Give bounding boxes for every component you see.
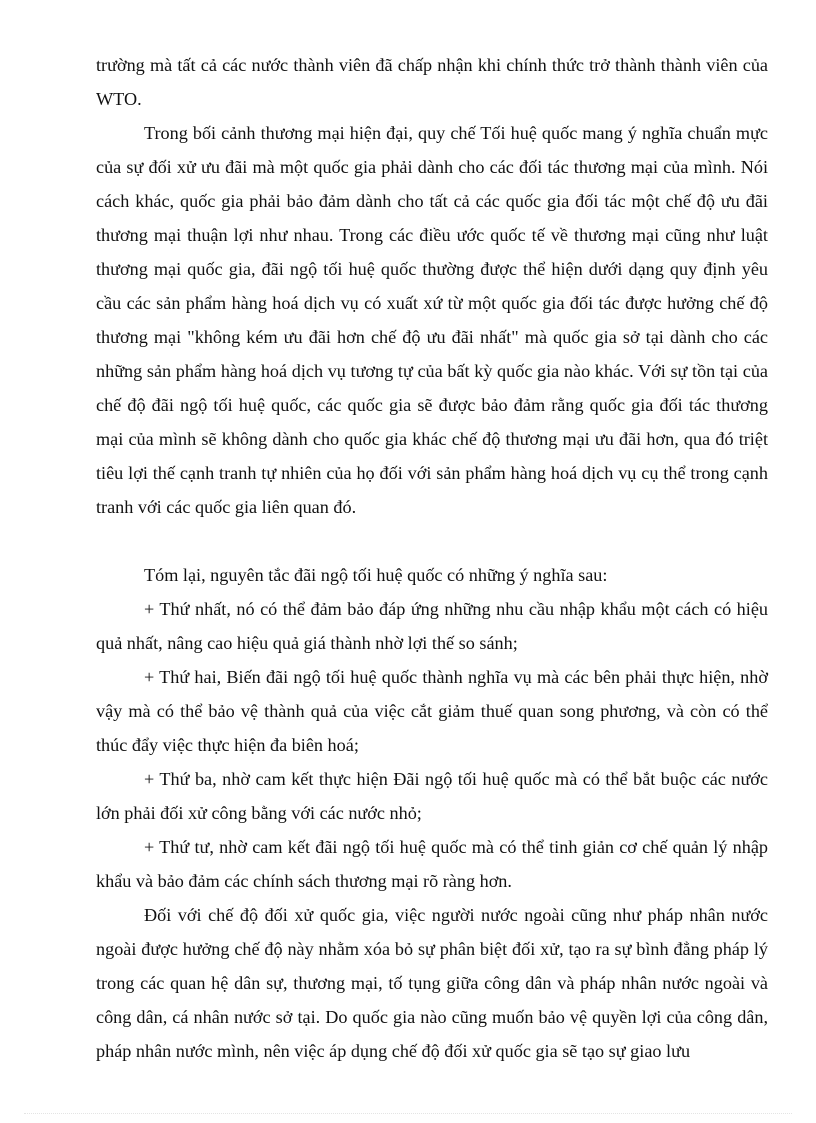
paragraph-spacer — [96, 524, 768, 558]
document-page — [96, 48, 768, 1068]
paragraph-mfn-context: Trong bối cảnh thương mại hiện đại, quy chế Tối huệ quốc mang ý nghĩa chuẩn mực của sự đối xử ưu đãi mà một quốc gia phải dành cho các đối tác thương mại của mình. Nói cách khác, quốc gia phải bảo đảm dành cho tất cả các quốc gia đối tác một chế độ ưu đãi thương mại thuận lợi như nhau. Trong các điều ước quốc tế về thương mại cũng như luật thương mại quốc gia, đãi ngộ tối huệ quốc thường được thể hiện dưới dạng quy định yêu cầu các sản phẩm hàng hoá dịch vụ có xuất xứ từ một quốc gia đối tác được hưởng chế độ thương mại "không kém ưu đãi hơn chế độ ưu đãi nhất" mà quốc gia sở tại dành cho các những sản phẩm hàng hoá dịch vụ tương tự của bất kỳ quốc gia nào khác. Với sự tồn tại của chế độ đãi ngộ tối huệ quốc, các quốc gia sẽ được bảo đảm rằng quốc gia đối tác thương mại của mình sẽ không dành cho quốc gia khác chế độ thương mại ưu đãi hơn, qua đó triệt tiêu lợi thế cạnh tranh tự nhiên của họ đối với sản phẩm hàng hoá dịch vụ cụ thể trong cạnh tranh với các quốc gia liên quan đó. — [96, 123, 768, 517]
paragraph-summary-intro: Tóm lại, nguyên tắc đãi ngộ tối huệ quốc có những ý nghĩa sau: — [144, 565, 608, 585]
page-bottom-divider — [24, 1113, 792, 1114]
list-item-first: + Thứ nhất, nó có thể đảm bảo đáp ứng những nhu cầu nhập khẩu một cách có hiệu quả nhất, nâng cao hiệu quả giá thành nhờ lợi thế so sánh; — [96, 599, 768, 653]
list-item-second: + Thứ hai, Biến đãi ngộ tối huệ quốc thành nghĩa vụ mà các bên phải thực hiện, nhờ vậy mà có thể bảo vệ thành quả của việc cắt giảm thuế quan song phương, và còn có thể thúc đẩy việc thực hiện đa biên hoá; — [96, 667, 768, 755]
list-item-third: + Thứ ba, nhờ cam kết thực hiện Đãi ngộ tối huệ quốc mà có thể bắt buộc các nước lớn phải đối xử công bằng với các nước nhỏ; — [96, 769, 768, 823]
list-item-fourth: + Thứ tư, nhờ cam kết đãi ngộ tối huệ quốc mà có thể tinh giản cơ chế quản lý nhập khẩu và bảo đảm các chính sách thương mại rõ ràng hơn. — [96, 837, 768, 891]
paragraph-continuation: trường mà tất cả các nước thành viên đã chấp nhận khi chính thức trở thành thành viên của WTO. — [96, 55, 768, 109]
paragraph-national-treatment: Đối với chế độ đối xử quốc gia, việc người nước ngoài cũng như pháp nhân nước ngoài được hưởng chế độ này nhằm xóa bỏ sự phân biệt đối xử, tạo ra sự bình đẳng pháp lý trong các quan hệ dân sự, thương mại, tố tụng giữa công dân và pháp nhân nước ngoài và công dân, cá nhân nước sở tại. Do quốc gia nào cũng muốn bảo vệ quyền lợi của công dân, pháp nhân nước mình, nên việc áp dụng chế độ đối xử quốc gia sẽ tạo sự giao lưu — [96, 905, 768, 1061]
